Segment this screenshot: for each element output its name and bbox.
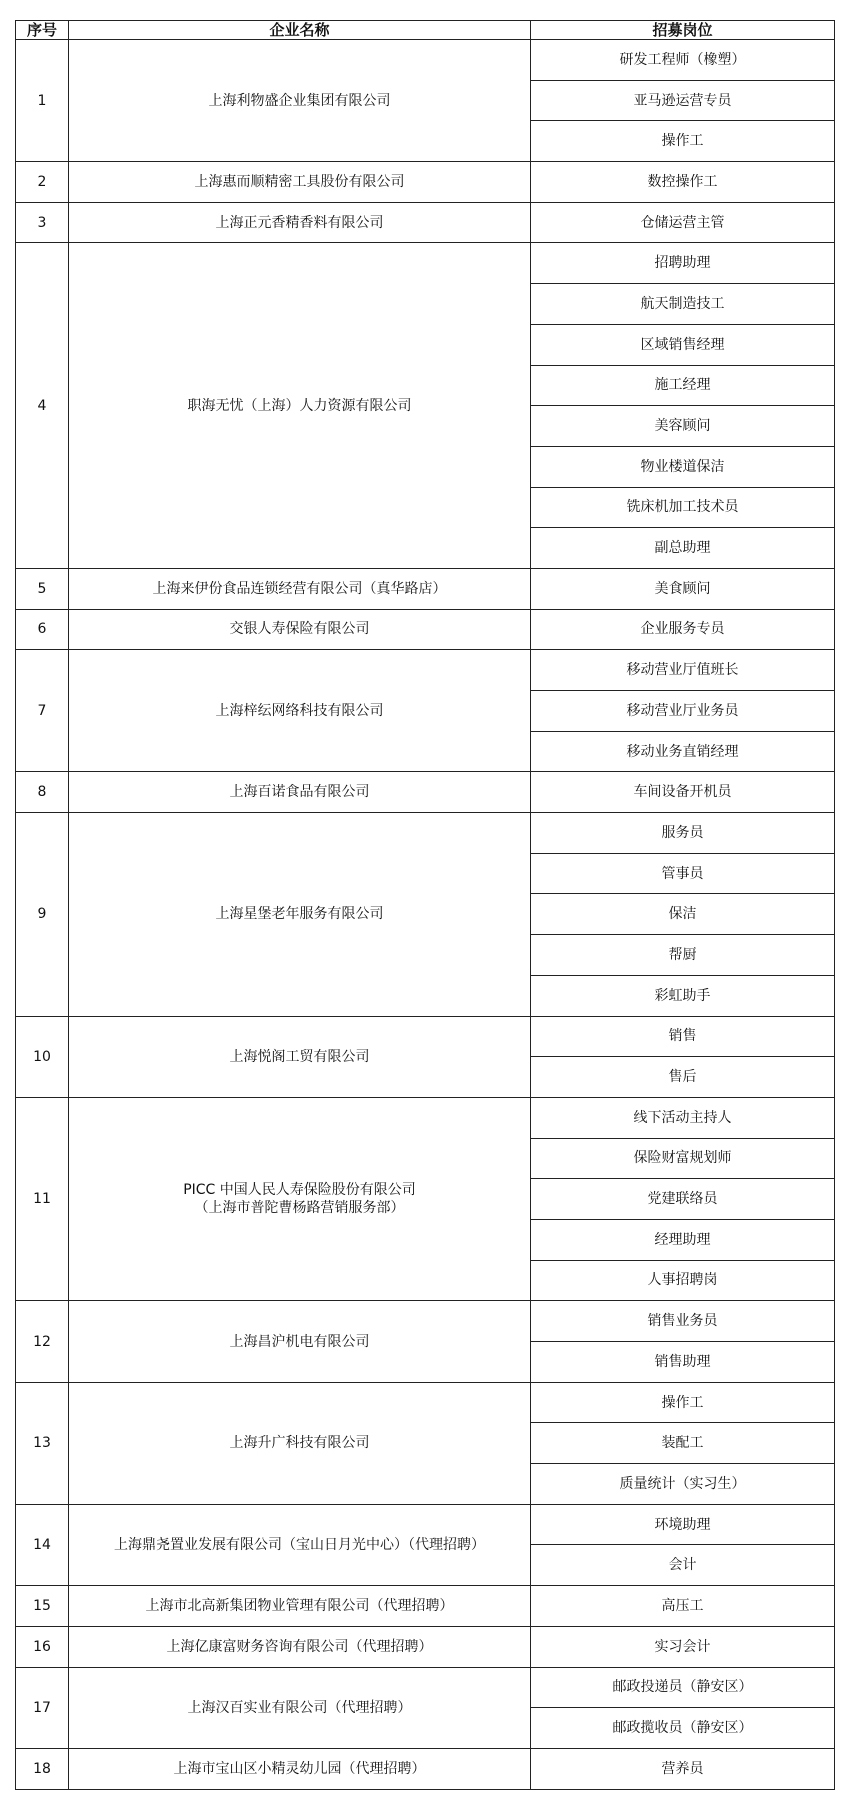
position-name: 销售 bbox=[531, 1016, 835, 1057]
position-name: 航天制造技工 bbox=[531, 284, 835, 325]
position-name: 铣床机加工技术员 bbox=[531, 487, 835, 528]
table-row bbox=[16, 1667, 835, 1708]
row-number: 9 bbox=[16, 813, 69, 1016]
position-name: 亚马逊运营专员 bbox=[531, 80, 835, 121]
row-number: 15 bbox=[16, 1586, 69, 1627]
table-row bbox=[16, 1301, 835, 1342]
company-name bbox=[69, 162, 531, 203]
header-company: 企业名称 bbox=[69, 21, 531, 40]
company-name bbox=[69, 202, 531, 243]
position-name: 质量统计（实习生） bbox=[531, 1464, 835, 1505]
company-name-line: 上海市宝山区小精灵幼儿园（代理招聘） bbox=[173, 1760, 426, 1777]
position-name: 操作工 bbox=[531, 121, 835, 162]
company-name-line: 交银人寿保险有限公司 bbox=[229, 621, 370, 638]
position-name: 研发工程师（橡塑） bbox=[531, 40, 835, 81]
table-row bbox=[16, 1586, 835, 1627]
company-name-line: 上海亿康富财务咨询有限公司（代理招聘） bbox=[166, 1638, 433, 1655]
company-name bbox=[69, 1097, 531, 1300]
table-row bbox=[16, 609, 835, 650]
table-row bbox=[16, 243, 835, 284]
position-name: 党建联络员 bbox=[531, 1179, 835, 1220]
header-no: 序号 bbox=[16, 21, 69, 40]
table-row bbox=[16, 1097, 835, 1138]
company-name bbox=[69, 1586, 531, 1627]
company-name bbox=[69, 1301, 531, 1382]
position-name: 美食顾问 bbox=[531, 568, 835, 609]
position-name: 移动业务直销经理 bbox=[531, 731, 835, 772]
table-row bbox=[16, 813, 835, 854]
company-name-line: 上海正元香精香料有限公司 bbox=[215, 214, 384, 231]
row-number: 6 bbox=[16, 609, 69, 650]
position-name: 区域销售经理 bbox=[531, 324, 835, 365]
company-name-line: 上海鼎尧置业发展有限公司（宝山日月光中心）（代理招聘） bbox=[114, 1536, 485, 1553]
company-name-line: PICC 中国人民人寿保险股份有限公司 bbox=[183, 1182, 416, 1199]
company-name bbox=[69, 1504, 531, 1585]
company-name-line: 上海市北高新集团物业管理有限公司（代理招聘） bbox=[145, 1597, 454, 1614]
company-name-line: 上海利物盛企业集团有限公司 bbox=[208, 92, 391, 109]
position-name: 物业楼道保洁 bbox=[531, 446, 835, 487]
position-name: 车间设备开机员 bbox=[531, 772, 835, 813]
header-row bbox=[16, 21, 835, 40]
company-name bbox=[69, 1748, 531, 1789]
position-name: 装配工 bbox=[531, 1423, 835, 1464]
position-name: 保洁 bbox=[531, 894, 835, 935]
table-row bbox=[16, 1016, 835, 1057]
position-name: 邮政揽收员（静安区） bbox=[531, 1708, 835, 1749]
row-number: 11 bbox=[16, 1097, 69, 1300]
position-name: 数控操作工 bbox=[531, 162, 835, 203]
position-name: 移动营业厅业务员 bbox=[531, 691, 835, 732]
company-name-line: 上海百诺食品有限公司 bbox=[229, 784, 370, 801]
table-row bbox=[16, 650, 835, 691]
position-name: 仓储运营主管 bbox=[531, 202, 835, 243]
header-position: 招募岗位 bbox=[531, 21, 835, 40]
table-row bbox=[16, 1748, 835, 1789]
table-row bbox=[16, 772, 835, 813]
row-number: 17 bbox=[16, 1667, 69, 1748]
position-name: 服务员 bbox=[531, 813, 835, 854]
table-row bbox=[16, 1626, 835, 1667]
position-name: 彩虹助手 bbox=[531, 975, 835, 1016]
row-number: 4 bbox=[16, 243, 69, 569]
company-name bbox=[69, 772, 531, 813]
company-name bbox=[69, 1016, 531, 1097]
position-name: 管事员 bbox=[531, 853, 835, 894]
row-number: 8 bbox=[16, 772, 69, 813]
company-name bbox=[69, 650, 531, 772]
position-name: 保险财富规划师 bbox=[531, 1138, 835, 1179]
position-name: 施工经理 bbox=[531, 365, 835, 406]
company-name-line: 上海来伊份食品连锁经营有限公司（真华路店） bbox=[152, 580, 447, 597]
company-name bbox=[69, 243, 531, 569]
company-name-line: 上海梓纭网络科技有限公司 bbox=[215, 702, 384, 719]
position-name: 邮政投递员（静安区） bbox=[531, 1667, 835, 1708]
position-name: 营养员 bbox=[531, 1748, 835, 1789]
table-body bbox=[16, 40, 835, 1790]
position-name: 帮厨 bbox=[531, 935, 835, 976]
company-name bbox=[69, 1667, 531, 1748]
position-name: 招聘助理 bbox=[531, 243, 835, 284]
position-name: 会计 bbox=[531, 1545, 835, 1586]
row-number: 12 bbox=[16, 1301, 69, 1382]
row-number: 3 bbox=[16, 202, 69, 243]
row-number: 2 bbox=[16, 162, 69, 203]
position-name: 销售助理 bbox=[531, 1342, 835, 1383]
table-row bbox=[16, 1504, 835, 1545]
table-row bbox=[16, 568, 835, 609]
position-name: 环境助理 bbox=[531, 1504, 835, 1545]
position-name: 线下活动主持人 bbox=[531, 1097, 835, 1138]
position-name: 操作工 bbox=[531, 1382, 835, 1423]
company-name-line: 上海昌沪机电有限公司 bbox=[229, 1333, 370, 1350]
row-number: 13 bbox=[16, 1382, 69, 1504]
position-name: 高压工 bbox=[531, 1586, 835, 1627]
position-name: 副总助理 bbox=[531, 528, 835, 569]
table-row bbox=[16, 40, 835, 81]
position-name: 移动营业厅值班长 bbox=[531, 650, 835, 691]
row-number: 5 bbox=[16, 568, 69, 609]
position-name: 企业服务专员 bbox=[531, 609, 835, 650]
row-number: 14 bbox=[16, 1504, 69, 1585]
company-name bbox=[69, 40, 531, 162]
company-name-line: 上海汉百实业有限公司（代理招聘） bbox=[187, 1699, 412, 1716]
company-name bbox=[69, 609, 531, 650]
company-name bbox=[69, 568, 531, 609]
company-name-line: 上海星堡老年服务有限公司 bbox=[215, 906, 384, 923]
company-name bbox=[69, 1382, 531, 1504]
company-name-line: 上海惠而顺精密工具股份有限公司 bbox=[194, 173, 405, 190]
company-name-line: （上海市普陀曹杨路营销服务部） bbox=[194, 1200, 405, 1217]
row-number: 1 bbox=[16, 40, 69, 162]
table-row bbox=[16, 1382, 835, 1423]
row-number: 18 bbox=[16, 1748, 69, 1789]
position-name: 经理助理 bbox=[531, 1219, 835, 1260]
company-name-line: 职海无忧（上海）人力资源有限公司 bbox=[187, 397, 412, 414]
company-name-line: 上海升广科技有限公司 bbox=[229, 1435, 370, 1452]
position-name: 售后 bbox=[531, 1057, 835, 1098]
row-number: 7 bbox=[16, 650, 69, 772]
position-name: 美容顾问 bbox=[531, 406, 835, 447]
table-row bbox=[16, 162, 835, 203]
company-name-line: 上海悦阁工贸有限公司 bbox=[229, 1048, 370, 1065]
position-name: 销售业务员 bbox=[531, 1301, 835, 1342]
row-number: 10 bbox=[16, 1016, 69, 1097]
position-name: 实习会计 bbox=[531, 1626, 835, 1667]
row-number: 16 bbox=[16, 1626, 69, 1667]
recruitment-table bbox=[15, 20, 835, 1790]
table-row bbox=[16, 202, 835, 243]
position-name: 人事招聘岗 bbox=[531, 1260, 835, 1301]
company-name bbox=[69, 1626, 531, 1667]
company-name bbox=[69, 813, 531, 1016]
